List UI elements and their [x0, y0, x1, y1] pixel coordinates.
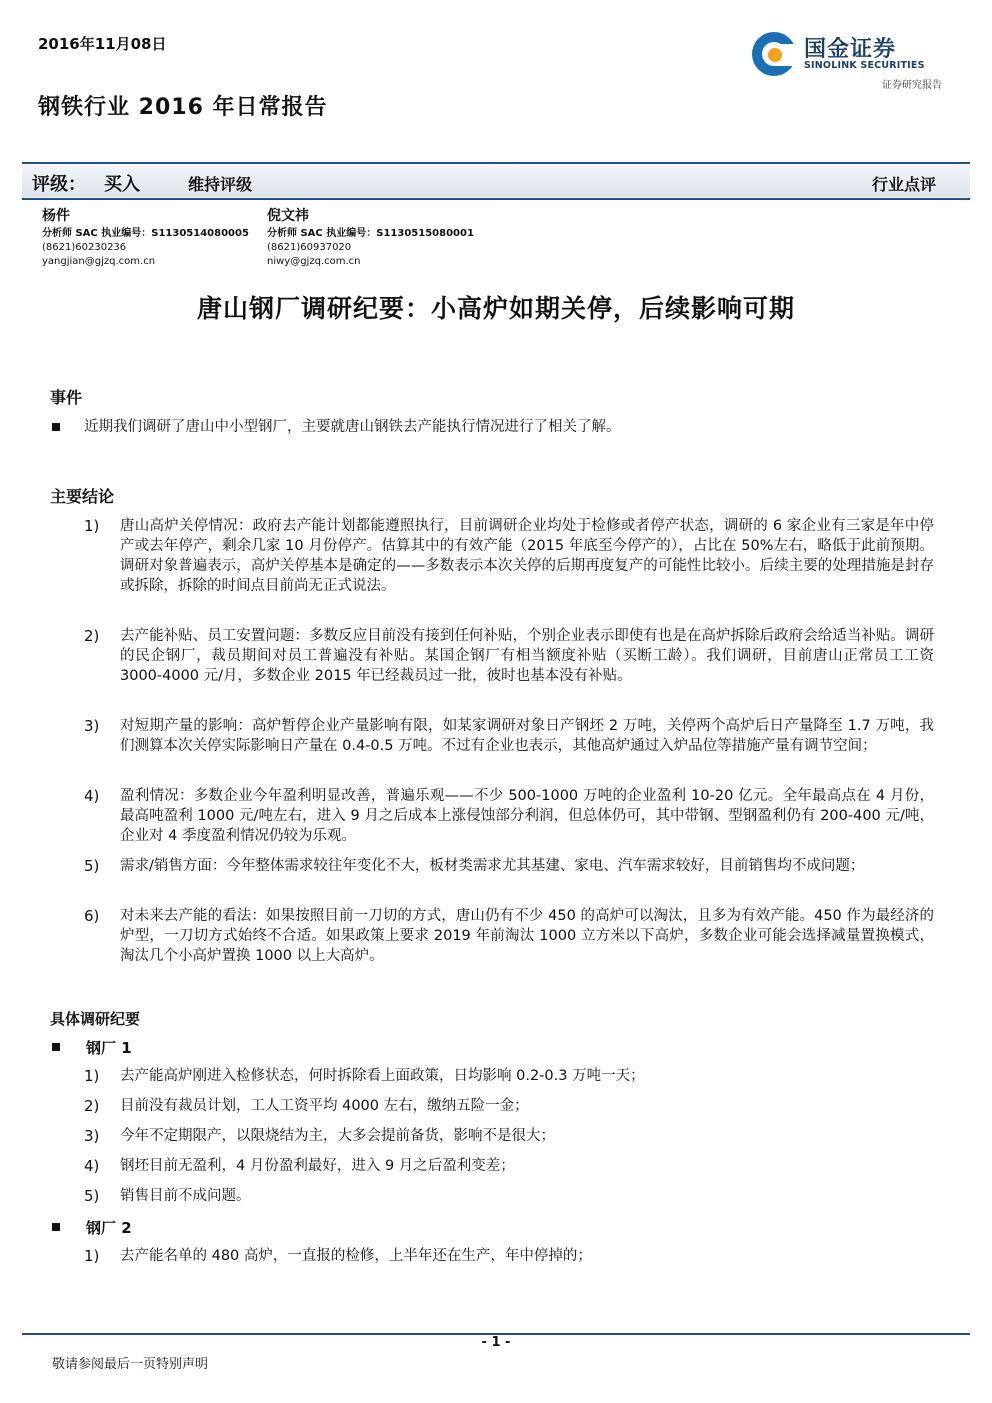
item-number: 3)	[84, 717, 100, 735]
logo-subtitle: 证券研究报告	[882, 80, 942, 91]
rating-bar	[22, 165, 970, 197]
conclusion-text: 盈利情况：多数企业今年盈利明显改善，普遍乐观——不少 500-1000 万吨的企业盈利 10-20 亿元。全年最高点在 4 月份，最高吨盈利 1000 元/吨左右，进入 9 月之后成本上涨侵蚀部分利润，但总体仍可，其中带钢、型钢盈利仍有 200-400 元/吨，企业对 4 季度盈利情况仍较为乐观。	[120, 788, 934, 844]
conclusion-text: 唐山高炉关停情况：政府去产能计划都能遵照执行，目前调研企业均处于检修或者停产状态，调研的 6 家企业有三家是年中停产或去年停产，剩余几家 10 月份停产。估算其中的有效产能（2015 年底至今停产的），占比在 50%左右，略低于此前预期。调研对象普遍表示，高炉关停基本是确定的——多数表示本次关停的后期再度复产的可能性比较小。后续主要的处理措施是封存或拆除，拆除的时间点目前尚无正式说法。	[120, 518, 934, 594]
analyst-email: yangjian@gjzq.com.cn	[42, 256, 156, 267]
item-number: 3)	[84, 1127, 100, 1145]
analyst-cert: 分析师 SAC 执业编号：S1130515080001	[267, 228, 474, 239]
rating-label: 评级：	[32, 174, 86, 195]
item-number: 2)	[84, 1097, 100, 1115]
analyst-phone: (8621)60230236	[42, 242, 127, 253]
conclusion-text: 需求/销售方面：今年整体需求较往年变化不大，板材类需求尤其基建、家电、汽车需求较好，目前销售均不成问题；	[120, 858, 865, 874]
sinolink-logo	[752, 30, 942, 92]
mill-heading: 钢厂 1	[86, 1039, 132, 1057]
logo-text-en: SINOLINK SECURITIES	[804, 60, 925, 71]
logo-text-cn: 国金证券	[804, 37, 897, 62]
item-number: 1)	[84, 1067, 100, 1085]
bullet-icon	[52, 1043, 60, 1051]
conclusions-heading: 主要结论	[50, 487, 115, 506]
conclusion-text: 对短期产量的影响：高炉暂停企业产量影响有限，如某家调研对象日产钢坯 2 万吨，关停两个高炉后日产量降至 1.7 万吨，我们测算本次关停实际影响日产量在 0.4-0.5 万吨。不过有企业也表示，其他高炉通过入炉品位等措施产量有调节空间；	[120, 718, 934, 754]
analyst-name: 杨件	[42, 208, 70, 224]
report-series-title: 钢铁行业 2016 年日常报告	[38, 95, 328, 120]
mill-item-text: 目前没有裁员计划，工人工资平均 4000 左右，缴纳五险一金；	[120, 1098, 529, 1114]
item-number: 1)	[84, 1247, 100, 1265]
item-number: 6)	[84, 907, 100, 925]
item-number: 1)	[84, 517, 100, 535]
mill-item-text: 去产能名单的 480 高炉，一直报的检修，上半年还在生产，年中停掉的；	[120, 1248, 592, 1264]
report-type: 行业点评	[871, 175, 936, 194]
page-number: - 1 -	[481, 1335, 511, 1350]
disclaimer-note: 敬请参阅最后一页特别声明	[52, 1357, 209, 1372]
rating-top-divider	[22, 162, 970, 164]
main-title: 唐山钢厂调研纪要：小高炉如期关停，后续影响可期	[196, 294, 795, 323]
mill-item-text: 钢坯目前无盈利，4 月份盈利最好，进入 9 月之后盈利变差；	[120, 1158, 515, 1174]
conclusion-text: 去产能补贴、员工安置问题：多数反应目前没有接到任何补贴，个别企业表示即使有也是在高炉拆除后政府会给适当补贴。调研的民企钢厂，裁员期间对员工普遍没有补贴。某国企钢厂有相当额度补贴（买断工龄）。我们调研，目前唐山正常员工工资 3000-4000 元/月，多数企业 2015 年已经裁员过一批，彼时也基本没有补贴。	[120, 628, 934, 684]
event-heading: 事件	[50, 388, 83, 407]
analyst-name: 倪文祎	[267, 208, 309, 224]
analyst-cert: 分析师 SAC 执业编号：S1130514080005	[42, 228, 249, 239]
rating-value: 买入	[104, 174, 140, 195]
details-heading: 具体调研纪要	[50, 1010, 141, 1028]
mill-item-text: 销售目前不成问题。	[120, 1188, 251, 1204]
analyst-card	[267, 209, 474, 269]
mill-item-text: 今年不定期限产，以限烧结为主，大多会提前备货，影响不是很大；	[120, 1128, 555, 1144]
bullet-icon	[52, 423, 60, 431]
conclusion-text: 对未来去产能的看法：如果按照目前一刀切的方式，唐山仍有不少 450 的高炉可以淘汰，且多为有效产能。450 作为最经济的炉型，一刀切方式始终不合适。如果政策上要求 2019 年前淘汰 1000 立方米以下高炉，多数企业可能会选择减量置换模式，淘汰几个小高炉置换 1000 以上大高炉。	[120, 908, 934, 964]
item-number: 4)	[84, 787, 100, 805]
item-number: 5)	[84, 1187, 100, 1205]
analyst-phone: (8621)60937020	[267, 242, 352, 253]
analyst-card	[42, 209, 249, 269]
mill-item-text: 去产能高炉刚进入检修状态，何时拆除看上面政策，日均影响 0.2-0.3 万吨一天；	[120, 1068, 645, 1084]
event-text: 近期我们调研了唐山中小型钢厂，主要就唐山钢铁去产能执行情况进行了相关了解。	[84, 419, 621, 435]
analyst-email: niwy@gjzq.com.cn	[267, 256, 361, 267]
bullet-icon	[52, 1223, 60, 1231]
report-date: 2016年11月08日	[38, 35, 167, 53]
item-number: 2)	[84, 627, 100, 645]
mill-heading: 钢厂 2	[86, 1219, 132, 1237]
rating-maintain: 维持评级	[188, 175, 253, 194]
item-number: 5)	[84, 857, 100, 875]
rating-bottom-divider	[22, 198, 970, 200]
item-number: 4)	[84, 1157, 100, 1175]
